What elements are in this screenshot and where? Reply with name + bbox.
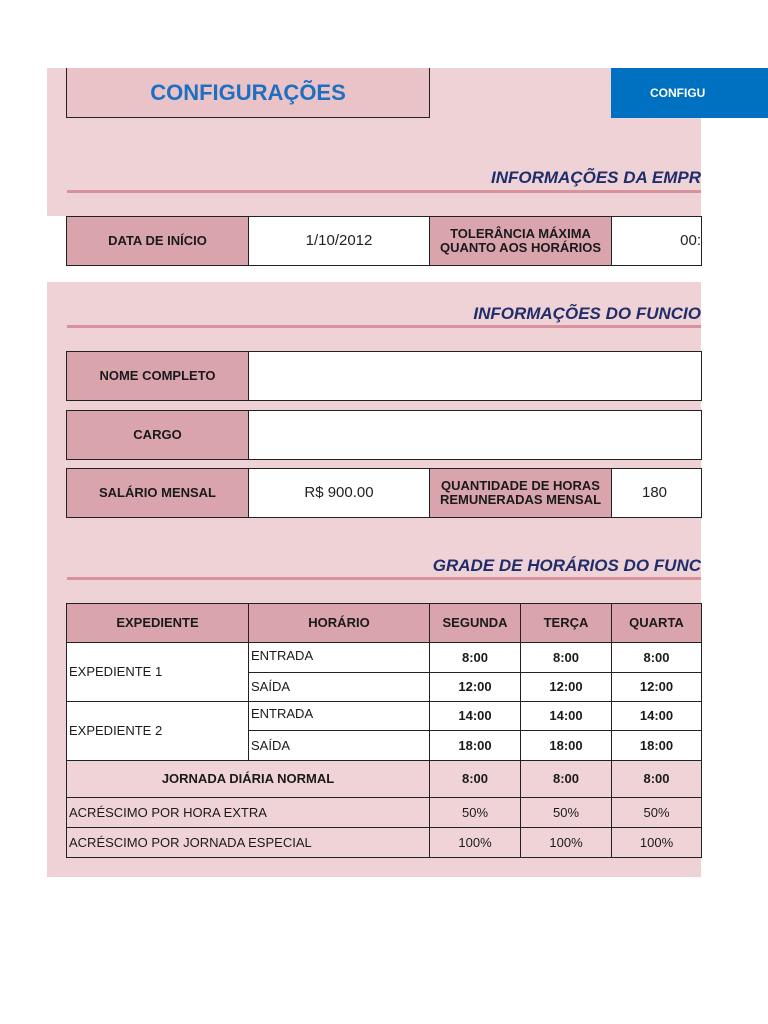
- expediente-2-label: EXPEDIENTE 2: [66, 701, 249, 761]
- col-header-segunda: SEGUNDA: [429, 603, 521, 643]
- salary-field[interactable]: R$ 900.00: [248, 468, 430, 518]
- jornada-terca: 8:00: [520, 760, 612, 798]
- e2-entrada-terca[interactable]: 14:00: [520, 701, 612, 731]
- e2-saida-terca[interactable]: 18:00: [520, 730, 612, 761]
- divider-funcionario: [67, 325, 701, 328]
- e1-saida-label: SAÍDA: [248, 672, 430, 702]
- especial-terca[interactable]: 100%: [520, 827, 612, 858]
- extra-segunda[interactable]: 50%: [429, 797, 521, 828]
- section-title-empresa: INFORMAÇÕES DA EMPR: [491, 168, 701, 187]
- expediente-1-label: EXPEDIENTE 1: [66, 642, 249, 702]
- especial-label: ACRÉSCIMO POR JORNADA ESPECIAL: [66, 827, 430, 858]
- e1-saida-terca[interactable]: 12:00: [520, 672, 612, 702]
- right-cover: [701, 118, 768, 1024]
- especial-quarta[interactable]: 100%: [611, 827, 702, 858]
- e2-entrada-quarta[interactable]: 14:00: [611, 701, 702, 731]
- col-header-horario: HORÁRIO: [248, 603, 430, 643]
- section-title-funcionario: INFORMAÇÕES DO FUNCIO: [473, 304, 701, 323]
- e1-entrada-segunda[interactable]: 8:00: [429, 642, 521, 673]
- name-label: NOME COMPLETO: [66, 351, 249, 401]
- e2-saida-quarta[interactable]: 18:00: [611, 730, 702, 761]
- e2-entrada-segunda[interactable]: 14:00: [429, 701, 521, 731]
- col-header-quarta: QUARTA: [611, 603, 702, 643]
- e2-saida-label: SAÍDA: [248, 730, 430, 761]
- hours-label: QUANTIDADE DE HORAS REMUNERADAS MENSAL: [429, 468, 612, 518]
- jornada-segunda: 8:00: [429, 760, 521, 798]
- especial-segunda[interactable]: 100%: [429, 827, 521, 858]
- page-title-box: [66, 68, 430, 118]
- e2-saida-segunda[interactable]: 18:00: [429, 730, 521, 761]
- col-header-expediente: EXPEDIENTE: [66, 603, 249, 643]
- e1-saida-quarta[interactable]: 12:00: [611, 672, 702, 702]
- section-title-grade: GRADE DE HORÁRIOS DO FUNC: [432, 556, 701, 575]
- extra-quarta[interactable]: 50%: [611, 797, 702, 828]
- config-button-label: CONFIGU: [650, 86, 706, 100]
- start-date-field[interactable]: 1/10/2012: [248, 216, 430, 266]
- e1-entrada-label: ENTRADA: [248, 642, 430, 673]
- divider-grade: [67, 577, 701, 580]
- start-date-label: DATA DE INÍCIO: [66, 216, 249, 266]
- tolerance-field[interactable]: 00:: [611, 216, 702, 266]
- config-button[interactable]: [611, 68, 768, 118]
- e2-entrada-label: ENTRADA: [248, 701, 430, 731]
- salary-label: SALÁRIO MENSAL: [66, 468, 249, 518]
- page-title: CONFIGURAÇÕES: [150, 79, 346, 105]
- e1-saida-segunda[interactable]: 12:00: [429, 672, 521, 702]
- jornada-quarta: 8:00: [611, 760, 702, 798]
- name-field[interactable]: [248, 351, 702, 401]
- e1-entrada-terca[interactable]: 8:00: [520, 642, 612, 673]
- e1-entrada-quarta[interactable]: 8:00: [611, 642, 702, 673]
- hours-field[interactable]: 180: [611, 468, 702, 518]
- jornada-label: JORNADA DIÁRIA NORMAL: [66, 760, 430, 798]
- col-header-terca: TERÇA: [520, 603, 612, 643]
- role-label: CARGO: [66, 410, 249, 460]
- role-field[interactable]: [248, 410, 702, 460]
- divider-empresa: [67, 190, 701, 193]
- extra-terca[interactable]: 50%: [520, 797, 612, 828]
- extra-label: ACRÉSCIMO POR HORA EXTRA: [66, 797, 430, 828]
- tolerance-label: TOLERÂNCIA MÁXIMA QUANTO AOS HORÁRIOS: [429, 216, 612, 266]
